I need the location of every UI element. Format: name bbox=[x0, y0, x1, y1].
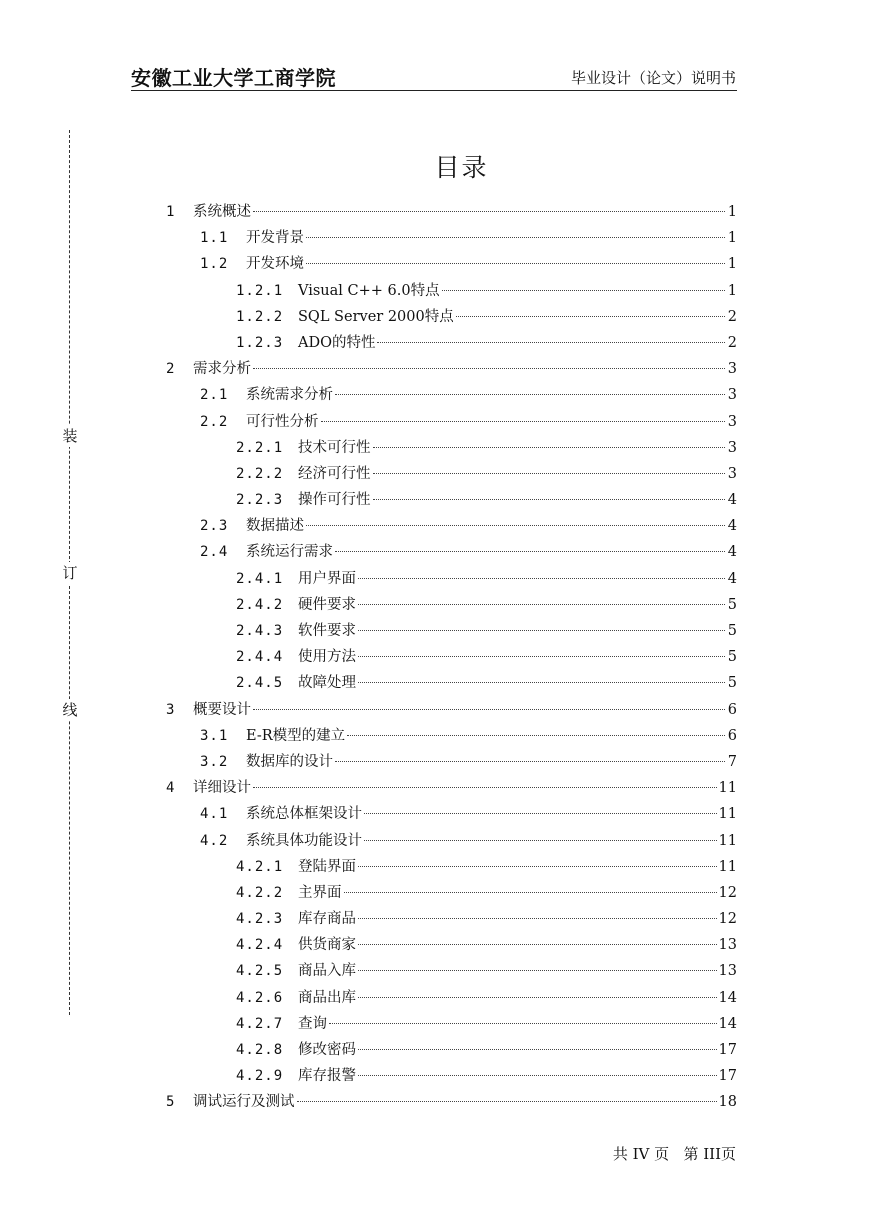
toc-entry-title: 系统运行需求 bbox=[246, 544, 333, 561]
toc-entry[interactable] bbox=[166, 1090, 737, 1116]
toc-entry[interactable] bbox=[166, 593, 737, 619]
toc-entry-number: 2.3 bbox=[200, 518, 229, 535]
toc-entry-page: 6 bbox=[727, 727, 737, 744]
toc-entry-page: 13 bbox=[718, 963, 737, 980]
toc-entry[interactable] bbox=[166, 802, 737, 828]
binding-char-xian: 线 bbox=[60, 699, 80, 721]
toc-entry-title: 软件要求 bbox=[298, 623, 356, 639]
toc-entry-title: 系统总体框架设计 bbox=[246, 806, 362, 823]
toc-leader-dots bbox=[358, 656, 725, 657]
toc-entry[interactable] bbox=[166, 1038, 737, 1064]
toc-entry-number: 2.4.4 bbox=[236, 649, 284, 666]
toc-entry-page: 5 bbox=[727, 675, 737, 692]
toc-entry[interactable] bbox=[166, 410, 737, 436]
toc-leader-dots bbox=[253, 368, 725, 369]
toc-entry-number: 1 bbox=[166, 204, 176, 220]
toc-entry-page: 5 bbox=[727, 623, 737, 639]
toc-entry-title: 供货商家 bbox=[298, 937, 356, 954]
toc-entry[interactable] bbox=[166, 933, 737, 959]
toc-leader-dots bbox=[358, 970, 717, 971]
toc-leader-dots bbox=[358, 604, 725, 605]
toc-leader-dots bbox=[377, 342, 725, 343]
toc-entry[interactable] bbox=[166, 331, 737, 357]
toc-entry-page: 11 bbox=[718, 858, 737, 875]
toc-entry-number: 1.2.2 bbox=[236, 308, 284, 325]
toc-entry[interactable] bbox=[166, 750, 737, 776]
toc-entry-page: 3 bbox=[727, 413, 737, 430]
toc-leader-dots bbox=[364, 840, 717, 841]
toc-entry-page: 11 bbox=[718, 806, 737, 823]
toc-leader-dots bbox=[358, 1049, 717, 1050]
toc-entry-number: 2.2 bbox=[200, 413, 229, 430]
toc-entry-number: 5 bbox=[166, 1094, 176, 1111]
toc-entry-title: 系统概述 bbox=[193, 204, 251, 220]
toc-entry[interactable] bbox=[166, 1064, 737, 1090]
toc-entry-page: 12 bbox=[718, 911, 737, 928]
toc-entry-number: 4.2.4 bbox=[236, 937, 284, 954]
toc-entry[interactable] bbox=[166, 986, 737, 1012]
toc-leader-dots bbox=[442, 290, 725, 291]
toc-leader-dots bbox=[373, 473, 726, 474]
toc-entry-page: 7 bbox=[727, 753, 737, 770]
toc-leader-dots bbox=[253, 211, 725, 212]
toc-entry[interactable] bbox=[166, 645, 737, 671]
toc-leader-dots bbox=[335, 394, 725, 395]
toc-entry-title: 数据描述 bbox=[246, 518, 304, 535]
toc-leader-dots bbox=[306, 525, 725, 526]
toc-entry[interactable] bbox=[166, 619, 737, 645]
toc-entry[interactable] bbox=[166, 671, 737, 697]
toc-entry-number: 1.1 bbox=[200, 230, 229, 247]
toc-entry[interactable] bbox=[166, 357, 737, 383]
toc-entry[interactable] bbox=[166, 776, 737, 802]
toc-entry-number: 2.4.5 bbox=[236, 675, 284, 692]
toc-leader-dots bbox=[358, 944, 717, 945]
toc-entry-title: 数据库的设计 bbox=[246, 753, 333, 770]
toc-entry-page: 3 bbox=[727, 361, 737, 378]
toc-entry-page: 14 bbox=[718, 1015, 737, 1032]
toc-leader-dots bbox=[253, 709, 725, 710]
toc-leader-dots bbox=[321, 421, 726, 422]
toc-entry-number: 4.2 bbox=[200, 832, 229, 849]
toc-entry-number: 2.4 bbox=[200, 544, 229, 561]
toc-entry-title: 用户界面 bbox=[298, 570, 356, 587]
toc-entry[interactable] bbox=[166, 305, 737, 331]
toc-entry-number: 4.2.9 bbox=[236, 1068, 284, 1085]
toc-entry-page: 17 bbox=[718, 1068, 737, 1085]
toc-leader-dots bbox=[253, 787, 717, 788]
toc-leader-dots bbox=[335, 761, 725, 762]
toc-entry-number: 2.4.2 bbox=[236, 596, 284, 613]
toc-entry-title: 商品入库 bbox=[298, 963, 356, 980]
toc-leader-dots bbox=[456, 316, 725, 317]
toc-entry[interactable] bbox=[166, 698, 737, 724]
toc-entry-title: 可行性分析 bbox=[246, 413, 319, 430]
toc-entry-page: 17 bbox=[718, 1042, 737, 1058]
toc-entry-title: 调试运行及测试 bbox=[193, 1094, 295, 1111]
toc-entry-number: 4.2.7 bbox=[236, 1015, 284, 1032]
toc-entry-number: 2.4.3 bbox=[236, 623, 284, 639]
toc-entry-number: 3 bbox=[166, 701, 176, 718]
toc-entry[interactable] bbox=[166, 907, 737, 933]
toc-entry-number: 4.2.2 bbox=[236, 884, 284, 901]
toc-entry-page: 3 bbox=[727, 465, 737, 482]
toc-entry-title: E-R模型的建立 bbox=[246, 727, 346, 744]
school-name: 安徽工业大学工商学院 bbox=[131, 66, 336, 90]
toc-entry-title: 使用方法 bbox=[298, 649, 356, 666]
toc-entry-page: 4 bbox=[727, 492, 737, 509]
toc-leader-dots bbox=[344, 892, 717, 893]
toc-leader-dots bbox=[364, 813, 717, 814]
toc-entry-page: 4 bbox=[727, 570, 737, 587]
toc-entry-title: Visual C++ 6.0特点 bbox=[298, 282, 440, 299]
toc-entry-title: 技术可行性 bbox=[298, 439, 371, 456]
toc-entry-page: 14 bbox=[718, 989, 737, 1006]
binding-char-ding: 订 bbox=[60, 562, 80, 584]
toc-entry[interactable] bbox=[166, 724, 737, 750]
header-divider bbox=[131, 90, 737, 91]
toc-entry[interactable] bbox=[166, 383, 737, 409]
toc-entry-title: 系统具体功能设计 bbox=[246, 832, 362, 849]
current-page: 第 III页 bbox=[683, 1145, 736, 1163]
toc-entry-page: 1 bbox=[727, 282, 737, 299]
toc-leader-dots bbox=[358, 1075, 717, 1076]
toc-entry-title: 商品出库 bbox=[298, 989, 356, 1006]
toc-entry-number: 2.1 bbox=[200, 387, 229, 404]
toc-entry-title: 概要设计 bbox=[193, 701, 251, 718]
toc-entry-title: 系统需求分析 bbox=[246, 387, 333, 404]
toc-entry-number: 3.2 bbox=[200, 753, 229, 770]
toc-entry-page: 2 bbox=[727, 334, 737, 351]
toc-entry-number: 2.2.2 bbox=[236, 465, 284, 482]
toc-entry-number: 2.4.1 bbox=[236, 570, 284, 587]
toc-entry[interactable] bbox=[166, 855, 737, 881]
toc-entry-number: 1.2.3 bbox=[236, 334, 284, 351]
toc-entry[interactable] bbox=[166, 829, 737, 855]
toc-entry[interactable] bbox=[166, 881, 737, 907]
toc-entry[interactable] bbox=[166, 488, 737, 514]
toc-entry-number: 4.1 bbox=[200, 806, 229, 823]
toc-leader-dots bbox=[297, 1101, 717, 1102]
toc-entry[interactable] bbox=[166, 226, 737, 252]
toc-leader-dots bbox=[373, 499, 726, 500]
toc-entry-number: 2 bbox=[166, 361, 176, 378]
toc-leader-dots bbox=[373, 447, 726, 448]
toc-entry-number: 4.2.8 bbox=[236, 1042, 284, 1058]
toc-title: 目录 bbox=[434, 153, 489, 182]
toc-entry-title: 故障处理 bbox=[298, 675, 356, 692]
toc-entry-page: 3 bbox=[727, 439, 737, 456]
toc-entry[interactable] bbox=[166, 279, 737, 305]
toc-leader-dots bbox=[347, 735, 725, 736]
toc-entry-number: 2.2.3 bbox=[236, 492, 284, 509]
toc-leader-dots bbox=[335, 551, 725, 552]
toc-entry[interactable] bbox=[166, 959, 737, 985]
document-type: 毕业设计（论文）说明书 bbox=[570, 69, 736, 87]
toc-leader-dots bbox=[306, 263, 725, 264]
toc-leader-dots bbox=[358, 866, 717, 867]
toc-entry-page: 1 bbox=[727, 204, 737, 220]
toc-entry-page: 11 bbox=[718, 832, 737, 849]
toc-entry-page: 3 bbox=[727, 387, 737, 404]
toc-entry-number: 2.2.1 bbox=[236, 439, 284, 456]
toc-entry[interactable] bbox=[166, 462, 737, 488]
toc-entry-page: 1 bbox=[727, 256, 737, 273]
toc-entry-title: 操作可行性 bbox=[298, 492, 371, 509]
toc-entry-title: 主界面 bbox=[298, 884, 342, 901]
toc-leader-dots bbox=[306, 237, 725, 238]
toc-leader-dots bbox=[358, 578, 725, 579]
toc-entry-number: 1.2 bbox=[200, 256, 229, 273]
page-footer bbox=[613, 1143, 736, 1164]
toc-entry-title: 开发环境 bbox=[246, 256, 304, 273]
toc-entry-title: 库存报警 bbox=[298, 1068, 356, 1085]
toc-entry-number: 4.2.5 bbox=[236, 963, 284, 980]
toc-entry-title: 库存商品 bbox=[298, 911, 356, 928]
toc-entry[interactable] bbox=[166, 567, 737, 593]
toc-entry[interactable] bbox=[166, 514, 737, 540]
toc-entry-page: 1 bbox=[727, 230, 737, 247]
table-of-contents bbox=[166, 200, 737, 1117]
toc-entry-page: 4 bbox=[727, 544, 737, 561]
toc-entry[interactable] bbox=[166, 252, 737, 278]
toc-entry-number: 4 bbox=[166, 780, 176, 797]
binding-line bbox=[60, 130, 80, 1015]
toc-entry-number: 3.1 bbox=[200, 727, 229, 744]
toc-entry[interactable] bbox=[166, 1012, 737, 1038]
toc-entry-title: 详细设计 bbox=[193, 780, 251, 797]
toc-leader-dots bbox=[358, 630, 725, 631]
toc-entry-title: 经济可行性 bbox=[298, 465, 371, 482]
toc-entry-title: ADO的特性 bbox=[298, 334, 376, 351]
toc-leader-dots bbox=[329, 1023, 717, 1024]
toc-entry-title: 需求分析 bbox=[193, 361, 251, 378]
toc-entry-page: 5 bbox=[727, 596, 737, 613]
toc-entry-title: SQL Server 2000特点 bbox=[298, 308, 454, 325]
toc-leader-dots bbox=[358, 682, 725, 683]
toc-entry-number: 4.2.1 bbox=[236, 858, 284, 875]
toc-entry-page: 6 bbox=[727, 701, 737, 718]
toc-entry-number: 4.2.6 bbox=[236, 989, 284, 1006]
toc-entry-number: 4.2.3 bbox=[236, 911, 284, 928]
toc-entry-page: 4 bbox=[727, 518, 737, 535]
toc-entry-page: 18 bbox=[718, 1094, 737, 1111]
toc-entry-page: 13 bbox=[718, 937, 737, 954]
toc-entry-page: 5 bbox=[727, 649, 737, 666]
total-pages: 共 IV 页 bbox=[612, 1145, 670, 1163]
toc-entry[interactable] bbox=[166, 200, 737, 226]
toc-entry-title: 查询 bbox=[298, 1015, 327, 1032]
toc-entry-title: 登陆界面 bbox=[298, 858, 356, 875]
toc-entry-page: 2 bbox=[727, 308, 737, 325]
toc-entry-title: 修改密码 bbox=[298, 1042, 356, 1058]
toc-entry[interactable] bbox=[166, 436, 737, 462]
toc-entry-title: 开发背景 bbox=[246, 230, 304, 247]
toc-entry-page: 11 bbox=[718, 780, 737, 797]
toc-entry-page: 12 bbox=[718, 884, 737, 901]
binding-char-zhuang: 装 bbox=[60, 425, 80, 447]
toc-leader-dots bbox=[358, 997, 717, 998]
toc-leader-dots bbox=[358, 918, 717, 919]
toc-entry-number: 1.2.1 bbox=[236, 282, 284, 299]
toc-entry[interactable] bbox=[166, 540, 737, 566]
toc-entry-title: 硬件要求 bbox=[298, 596, 356, 613]
